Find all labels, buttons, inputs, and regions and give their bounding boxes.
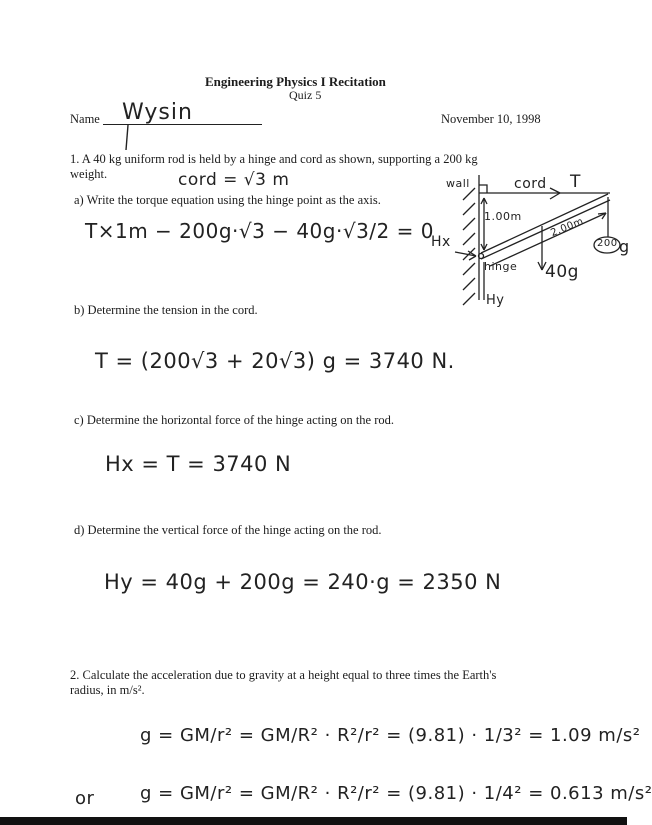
problem2-answer-line2: g = GM/r² = GM/R² · R²/r² = (9.81) · 1/4² = 0.613 m/s² xyxy=(140,783,652,804)
part-c-question: c) Determine the horizontal force of the hinge acting on the rod. xyxy=(74,413,395,427)
quiz-label: Quiz 5 xyxy=(289,88,322,102)
part-b-question: b) Determine the tension in the cord. xyxy=(74,303,258,317)
right-angle-mark xyxy=(479,185,487,193)
rod-weight-label: 40g xyxy=(545,262,579,282)
hx-label: Hx xyxy=(431,234,451,250)
cord-label: cord xyxy=(514,176,547,192)
tension-label: T xyxy=(570,172,581,192)
student-name: Wysin xyxy=(122,100,193,125)
hy-label: Hy xyxy=(486,293,505,308)
wall-label: wall xyxy=(446,177,470,190)
height-label: 1.00m xyxy=(484,210,522,223)
mass-unit-label: g xyxy=(619,237,630,256)
rod-top-edge xyxy=(481,194,608,253)
problem1-statement-line1: 1. A 40 kg uniform rod is held by a hinge and cord as shown, supporting a 200 kg xyxy=(70,152,478,166)
mass-label: 200 xyxy=(597,238,618,249)
part-c-answer: Hx = T = 3740 N xyxy=(105,452,292,476)
part-d-question: d) Determine the vertical force of the hinge acting on the rod. xyxy=(74,523,382,537)
problem2-statement-line2: radius, in m/s². xyxy=(70,683,145,697)
hinge-label: hinge xyxy=(484,260,518,273)
problem2-answer-line1: g = GM/r² = GM/R² · R²/r² = (9.81) · 1/3² = 1.09 m/s² xyxy=(140,725,641,746)
part-b-answer: T = (200√3 + 20√3) g = 3740 N. xyxy=(95,349,455,373)
problem2-answer-line2-prefix: or xyxy=(75,788,95,809)
problem1-statement-line2: weight. xyxy=(70,167,108,181)
rod-length-label: 2.00m xyxy=(549,215,586,240)
part-a-answer: T×1m − 200g·√3 − 40g·√3/2 = 0 xyxy=(85,219,434,243)
rod-bottom-edge xyxy=(481,200,610,259)
problem2-statement-line1: 2. Calculate the acceleration due to gravity at a height equal to three times the Earth's xyxy=(70,668,497,682)
cord-length-note: cord = √3 m xyxy=(178,170,290,190)
part-a-question: a) Write the torque equation using the hinge point as the axis. xyxy=(74,193,381,207)
wall-hatching xyxy=(463,188,475,305)
name-label: Name xyxy=(70,112,100,126)
part-d-answer: Hy = 40g + 200g = 240·g = 2350 N xyxy=(104,570,502,594)
quiz-date: November 10, 1998 xyxy=(441,112,541,126)
scan-bottom-edge xyxy=(0,817,627,825)
course-title: Engineering Physics I Recitation xyxy=(205,74,386,89)
